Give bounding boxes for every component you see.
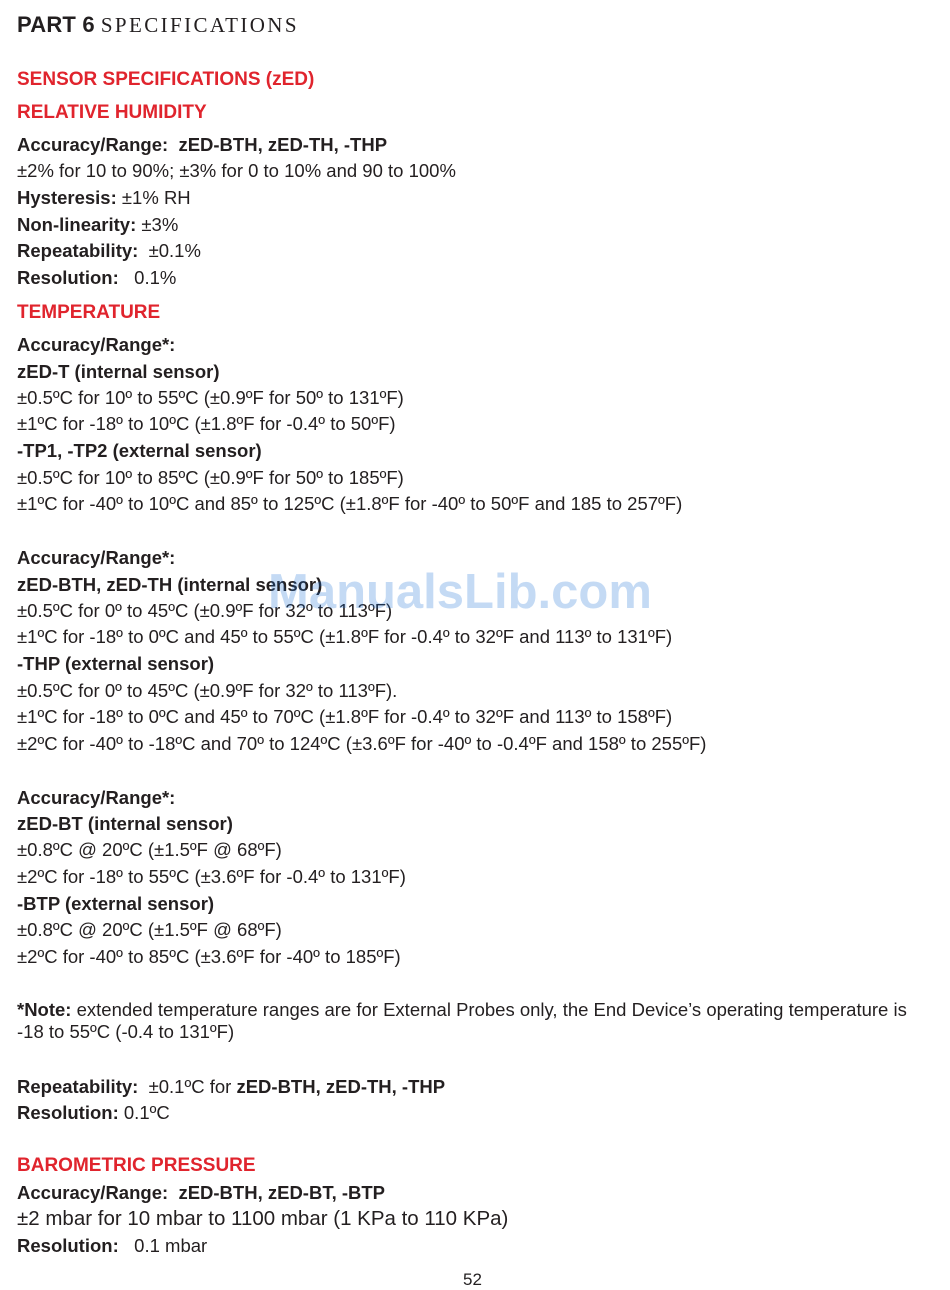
baro-accuracy-line bbox=[17, 1182, 385, 1204]
rh-resolution-line bbox=[17, 267, 176, 289]
temp-g2-accuracy-label: Accuracy/Range*: bbox=[17, 547, 176, 568]
temp-g3-heading-external: -BTP (external sensor) bbox=[17, 893, 215, 914]
temp-g2-line: ±2ºC for -40º to -18ºC and 70º to 124ºC (±3.6ºF for -40º to -0.4ºF and 158º to 255ºF) bbox=[17, 733, 707, 754]
baro-accuracy-value: ±2 mbar for 10 mbar to 1100 mbar (1 KPa to 110 KPa) bbox=[17, 1207, 509, 1230]
temp-g2-line: ±1ºC for -18º to 0ºC and 45º to 70ºC (±1.8ºF for -0.4º to 32ºF and 113º to 158ºF) bbox=[17, 706, 673, 727]
temp-g3-line: ±0.8ºC @ 20ºC (±1.5ºF @ 68ºF) bbox=[17, 839, 282, 860]
temp-g1-line: ±1ºC for -40º to 10ºC and 85º to 125ºC (±1.8ºF for -40º to 50ºF and 185 to 257ºF) bbox=[17, 493, 683, 514]
rh-nonlinearity-line bbox=[17, 214, 178, 236]
baro-resolution-value: 0.1 mbar bbox=[134, 1235, 208, 1256]
rh-hysteresis-value: ±1% RH bbox=[121, 187, 191, 208]
temp-resolution-label: Resolution: bbox=[17, 1102, 119, 1123]
rh-hysteresis-label: Hysteresis: bbox=[17, 187, 117, 208]
temp-g2-heading-internal: zED-BTH, zED-TH (internal sensor) bbox=[17, 574, 323, 595]
rh-accuracy-models: zED-BTH, zED-TH, -THP bbox=[178, 134, 388, 155]
baro-accuracy-models: zED-BTH, zED-BT, -BTP bbox=[178, 1182, 386, 1203]
temp-g3-line: ±2ºC for -18º to 55ºC (±3.6ºF for -0.4º to 131ºF) bbox=[17, 866, 406, 887]
temp-g1-line: ±0.5ºC for 10º to 85ºC (±0.9ºF for 50º to 185ºF) bbox=[17, 467, 404, 488]
temp-g2-heading-external: -THP (external sensor) bbox=[17, 653, 215, 674]
temp-g2-line: ±0.5ºC for 0º to 45ºC (±0.9ºF for 32º to 113ºF) bbox=[17, 600, 393, 621]
rh-resolution-label: Resolution: bbox=[17, 267, 119, 288]
rh-repeatability-line bbox=[17, 240, 201, 262]
watermark: ManualsLib.com bbox=[268, 565, 652, 619]
rh-nonlinearity-value: ±3% bbox=[141, 214, 179, 235]
temp-g1-accuracy-label: Accuracy/Range*: bbox=[17, 334, 176, 355]
rh-accuracy-value: ±2% for 10 to 90%; ±3% for 0 to 10% and 90 to 100% bbox=[17, 160, 456, 181]
temp-resolution-line bbox=[17, 1102, 170, 1124]
temp-g3-line: ±2ºC for -40º to 85ºC (±3.6ºF for -40º to 185ºF) bbox=[17, 946, 401, 967]
rh-hysteresis-line bbox=[17, 187, 191, 209]
temp-g2-line: ±1ºC for -18º to 0ºC and 45º to 55ºC (±1.8ºF for -0.4º to 32ºF and 113º to 131ºF) bbox=[17, 626, 673, 647]
temp-repeatability-line bbox=[17, 1076, 445, 1098]
note-text: extended temperature ranges are for External Probes only, the End Device’s operating temperature is -18 to 55ºC (-0.4 to 131ºF) bbox=[17, 999, 907, 1042]
temp-g3-line: ±0.8ºC @ 20ºC (±1.5ºF @ 68ºF) bbox=[17, 919, 282, 940]
page-header bbox=[17, 12, 299, 38]
temp-g3-heading-internal: zED-BT (internal sensor) bbox=[17, 813, 233, 834]
temp-repeatability-label: Repeatability: bbox=[17, 1076, 139, 1097]
temp-g1-line: ±0.5ºC for 10º to 55ºC (±0.9ºF for 50º to 131ºF) bbox=[17, 387, 404, 408]
baro-accuracy-label: Accuracy/Range: bbox=[17, 1182, 169, 1203]
temp-repeatability-value: ±0.1ºC for bbox=[148, 1076, 232, 1097]
rh-nonlinearity-label: Non-linearity: bbox=[17, 214, 137, 235]
temp-g1-heading-external: -TP1, -TP2 (external sensor) bbox=[17, 440, 262, 461]
temperature-note bbox=[17, 999, 917, 1043]
baro-resolution-label: Resolution: bbox=[17, 1235, 119, 1256]
rh-accuracy-label: Accuracy/Range: bbox=[17, 134, 169, 155]
rh-repeatability-label: Repeatability: bbox=[17, 240, 139, 261]
section-heading-sensor: SENSOR SPECIFICATIONS (zED) bbox=[17, 69, 315, 90]
section-heading-relative-humidity: RELATIVE HUMIDITY bbox=[17, 102, 207, 123]
rh-accuracy-line bbox=[17, 134, 387, 156]
temp-g2-line: ±0.5ºC for 0º to 45ºC (±0.9ºF for 32º to 113ºF). bbox=[17, 680, 398, 701]
temp-g1-heading-internal: zED-T (internal sensor) bbox=[17, 361, 220, 382]
temp-g1-line: ±1ºC for -18º to 10ºC (±1.8ºF for -0.4º to 50ºF) bbox=[17, 413, 396, 434]
page-number: 52 bbox=[463, 1270, 482, 1289]
baro-resolution-line bbox=[17, 1235, 207, 1257]
note-label: *Note: bbox=[17, 999, 72, 1020]
temp-resolution-value: 0.1ºC bbox=[123, 1102, 170, 1123]
section-heading-temperature: TEMPERATURE bbox=[17, 302, 161, 323]
page-title: SPECIFICATIONS bbox=[100, 13, 299, 37]
rh-repeatability-value: ±0.1% bbox=[148, 240, 201, 261]
temp-g3-accuracy-label: Accuracy/Range*: bbox=[17, 787, 176, 808]
rh-resolution-value: 0.1% bbox=[134, 267, 177, 288]
section-heading-barometric-pressure: BAROMETRIC PRESSURE bbox=[17, 1155, 256, 1176]
part-label: PART 6 bbox=[17, 12, 95, 37]
temp-repeatability-models: zED-BTH, zED-TH, -THP bbox=[236, 1076, 446, 1097]
